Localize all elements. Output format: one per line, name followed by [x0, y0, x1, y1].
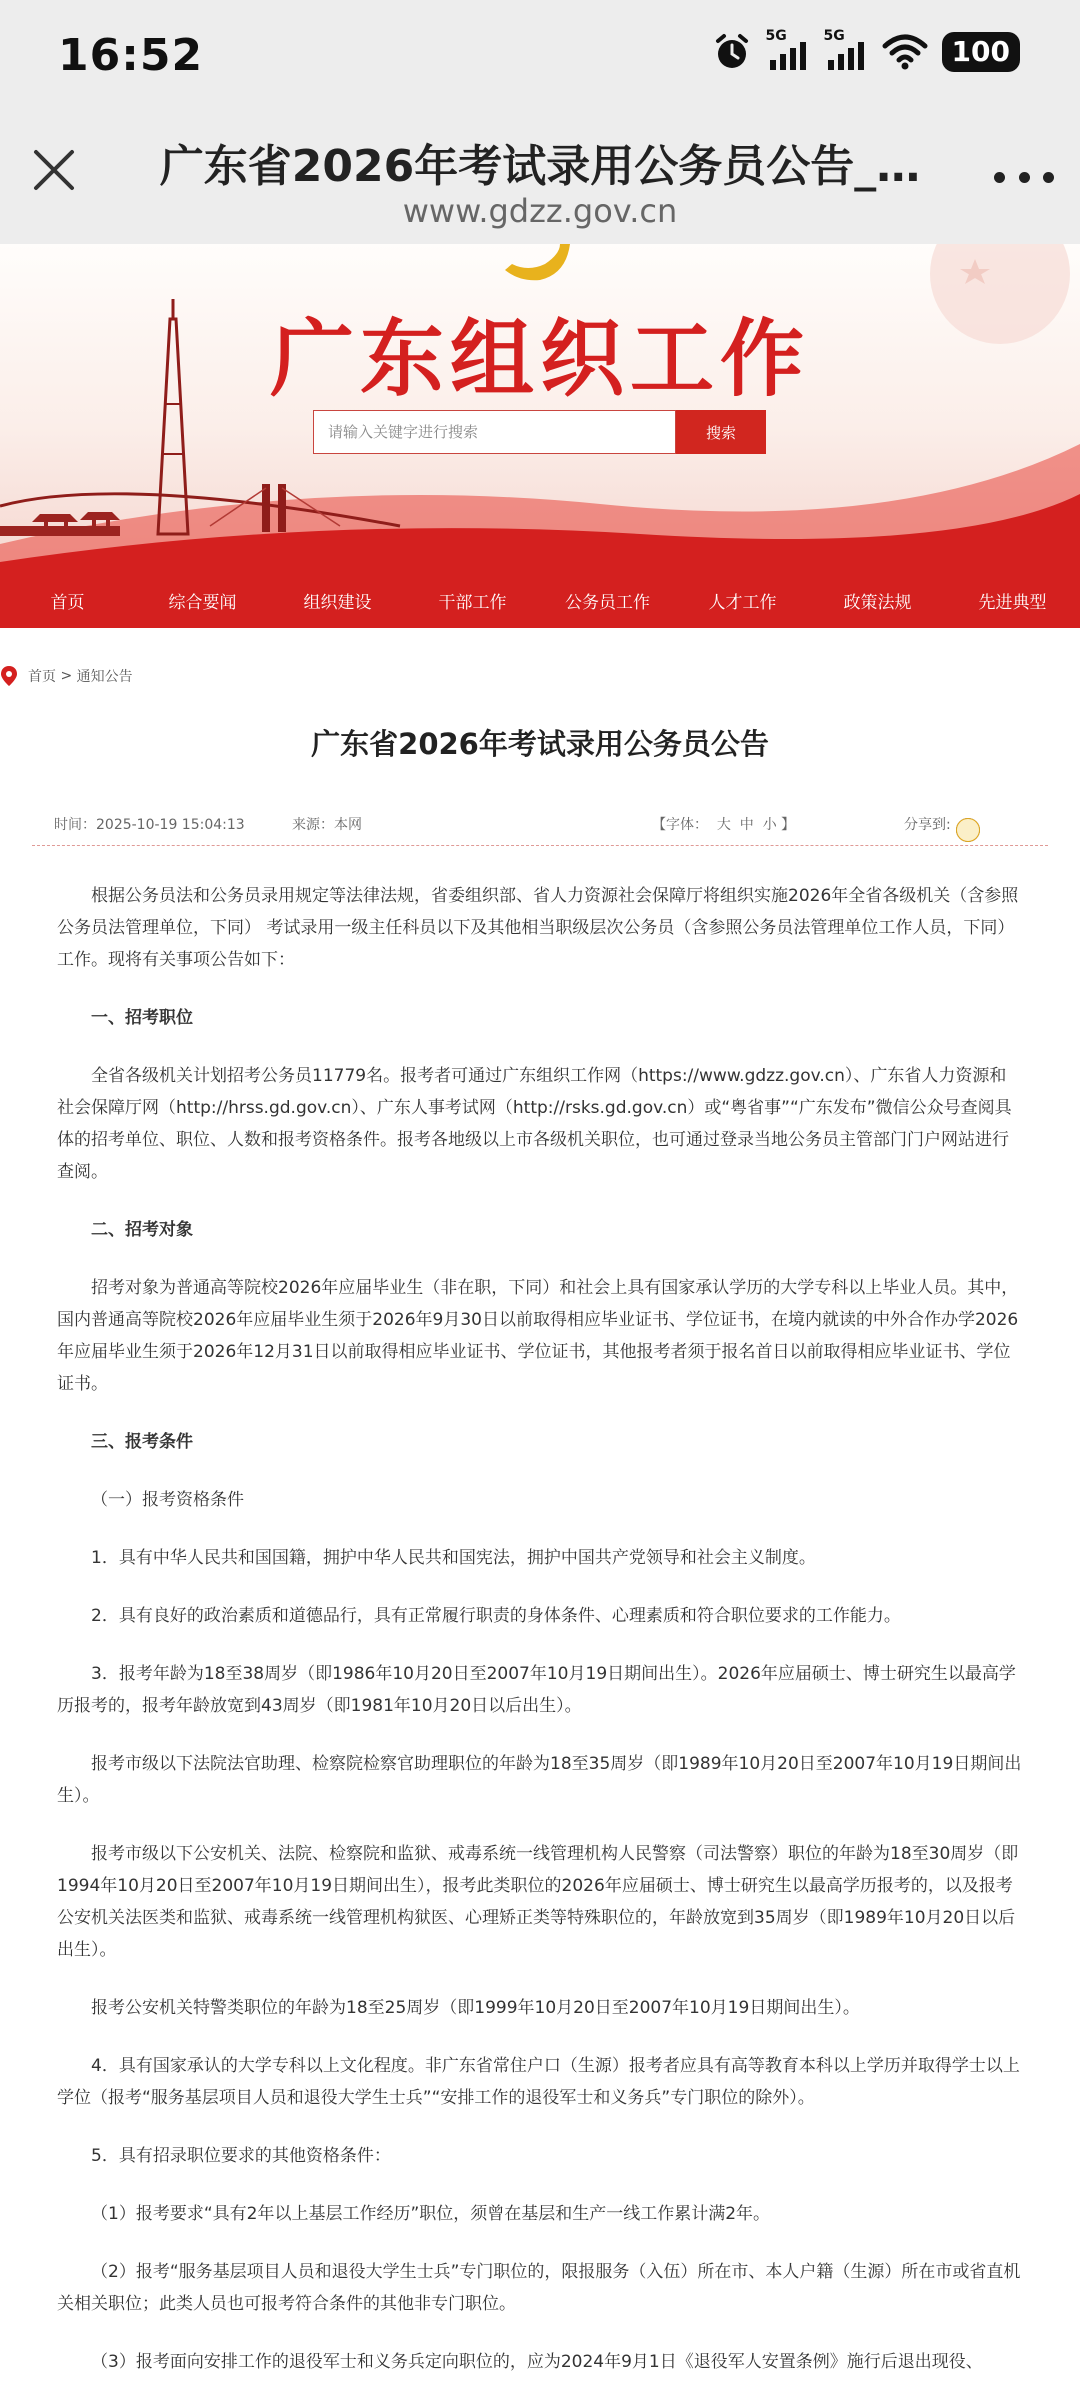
party-emblem-icon: [500, 244, 570, 280]
paragraph: 报考市级以下公安机关、法院、检察院和监狱、戒毒系统一线管理机构人民警察（司法警察）职位的年龄为18至30周岁（即1994年10月20日至2007年10月19日期间出生），报考此类职位的2026年应届硕士、博士研究生以最高学历报考的，以及报考公安机关法医类和监狱、戒毒系统一线管理机构狱医、心理矫正类等特殊职位的，年龄放宽到35周岁（即1989年10月20日以后出生）。: [57, 1844, 1019, 1960]
paragraph: 报考公安机关特警类职位的年龄为18至25周岁（即1999年10月20日至2007年10月19日期间出生）。: [91, 1998, 860, 2018]
page-url[interactable]: www.gdzz.gov.cn: [402, 192, 678, 230]
nav-item-organization[interactable]: 组织建设: [303, 593, 372, 613]
close-icon: [32, 148, 76, 192]
article-source: 来源：本网: [292, 817, 362, 833]
share-label: 分享到:: [904, 817, 951, 833]
nav-item-home[interactable]: 首页: [50, 593, 85, 613]
breadcrumb-current[interactable]: 通知公告: [76, 669, 133, 685]
battery-indicator: 100: [942, 32, 1020, 72]
paragraph: 4．具有国家承认的大学专科以上文化程度。非广东省常住户口（生源）报考者应具有高等教育本科以上学历并取得学士以上学位（报考“服务基层项目人员和退役大学生士兵”“安排工作的退役军士和义务兵”专门职位的除外）。: [57, 2056, 1020, 2108]
breadcrumb-home[interactable]: 首页: [28, 669, 56, 685]
signal-bars-icon: [766, 32, 810, 72]
search-input[interactable]: [313, 410, 676, 454]
site-search: [313, 410, 766, 454]
site-logo[interactable]: 广东组织工作: [269, 309, 810, 408]
page-title: 广东省2026年考试录用公务员公告_…: [159, 141, 921, 192]
publish-time: 时间：2025-10-19 15:04:13: [54, 817, 245, 833]
nav-item-models[interactable]: 先进典型: [978, 593, 1047, 613]
search-button[interactable]: 搜索: [676, 410, 766, 454]
status-icons: [712, 28, 1020, 72]
font-size-controls[interactable]: 【字体： 大 中 小 】: [652, 817, 796, 833]
main-nav: [0, 578, 1080, 628]
location-pin-icon: [0, 665, 18, 687]
paragraph: 3．报考年龄为18至38周岁（即1986年10月20日至2007年10月19日期间出生）。2026年应届硕士、博士研究生以最高学历报考的，报考年龄放宽到43周岁（即1981年10月20日以后出生）。: [57, 1664, 1016, 1716]
breadcrumb: [0, 664, 133, 688]
paragraph: 根据公务员法和公务员录用规定等法律法规，省委组织部、省人力资源社会保障厅将组织实施2026年全省各级机关（含参照公务员法管理单位，下同） 考试录用一级主任科员以下及其他相当职级层次公务员（含参照公务员法管理单位工作人员，下同）工作。现将有关事项公告如下：: [57, 886, 1019, 970]
paragraph: 2．具有良好的政治素质和道德品行，具有正常履行职责的身体条件、心理素质和符合职位要求的工作能力。: [91, 1606, 901, 1626]
network-type-2: 5G: [823, 28, 845, 44]
paragraph: 1．具有中华人民共和国国籍，拥护中华人民共和国宪法，拥护中国共产党领导和社会主义制度。: [91, 1548, 816, 1568]
article-meta: [32, 806, 1048, 846]
bridge-tower: [262, 484, 270, 532]
nav-item-policy[interactable]: 政策法规: [843, 593, 912, 613]
paragraph: （3）报考面向安排工作的退役军士和义务兵定向职位的，应为2024年9月1日《退役军人安置条例》施行后退出现役、: [91, 2352, 983, 2372]
paragraph: 招考对象为普通高等院校2026年应届毕业生（非在职，下同）和社会上具有国家承认学历的大学专科以上毕业人员。其中，国内普通高等院校2026年应届毕业生须于2026年9月30日以前取得相应毕业证书、学位证书，在境内就读的中外合作办学2026年应届毕业生须于2026年12月31日以前取得相应毕业证书、学位证书，其他报考者须于报名首日以前取得相应毕业证书、学位证书。: [57, 1278, 1019, 1394]
network-type-1: 5G: [765, 28, 787, 44]
nav-item-news[interactable]: 综合要闻: [168, 593, 237, 613]
nav-item-talent[interactable]: 人才工作: [708, 593, 777, 613]
browser-toolbar: [0, 112, 1080, 244]
section-heading: 三、报考条件: [91, 1432, 193, 1452]
status-time: 16:52: [58, 30, 204, 81]
site-banner: [0, 244, 1080, 578]
close-button[interactable]: [26, 142, 82, 198]
dot: [1019, 172, 1030, 183]
paragraph: 报考市级以下法院法官助理、检察院检察官助理职位的年龄为18至35周岁（即1989年10月20日至2007年10月19日期间出生）。: [57, 1754, 1022, 1806]
paragraph: （一）报考资格条件: [91, 1490, 244, 1510]
alarm-icon: [712, 32, 752, 72]
paragraph: 全省各级机关计划招考公务员11779名。报考者可通过广东组织工作网（https://www.gdzz.gov.cn）、广东省人力资源和社会保障厅网（http://hrss.gd.gov.cn）、广东人事考试网（http://rsks.gd.gov.cn）或“粤省事”“广东发布”微信公众号查阅具体的招考单位、职位、人数和报考资格条件。报考各地级以上市各级机关职位，也可通过登录当地公务员主管部门门户网站进行查阅。: [57, 1066, 1012, 1182]
dot: [994, 172, 1005, 183]
section-heading: 二、招考对象: [91, 1220, 193, 1240]
article-title: 广东省2026年考试录用公务员公告: [311, 727, 769, 761]
section-heading: 一、招考职位: [91, 1008, 193, 1028]
breadcrumb-separator: >: [56, 668, 77, 684]
wifi-icon: [882, 32, 928, 72]
dot: [1043, 172, 1054, 183]
paragraph: （1）报考要求“具有2年以上基层工作经历”职位，须曾在基层和生产一线工作累计满2年。: [91, 2204, 771, 2224]
paragraph: （2）报考“服务基层项目人员和退役大学生士兵”专门职位的，限报服务（入伍）所在市、本人户籍（生源）所在市或省直机关相关职位；此类人员也可报考符合条件的其他非专门职位。: [57, 2262, 1021, 2314]
cell-signal-2: [823, 28, 868, 72]
more-options-button[interactable]: [994, 162, 1054, 192]
paragraph: 5．具有招录职位要求的其他资格条件：: [91, 2146, 391, 2166]
nav-item-cadre[interactable]: 干部工作: [438, 593, 507, 613]
nav-item-civil-servant[interactable]: 公务员工作: [565, 593, 650, 613]
qzone-share-icon[interactable]: [956, 818, 980, 842]
status-bar: [0, 0, 1080, 112]
signal-bars-icon: [824, 32, 868, 72]
cell-signal-1: [765, 28, 810, 72]
article-body: [57, 880, 1023, 2400]
